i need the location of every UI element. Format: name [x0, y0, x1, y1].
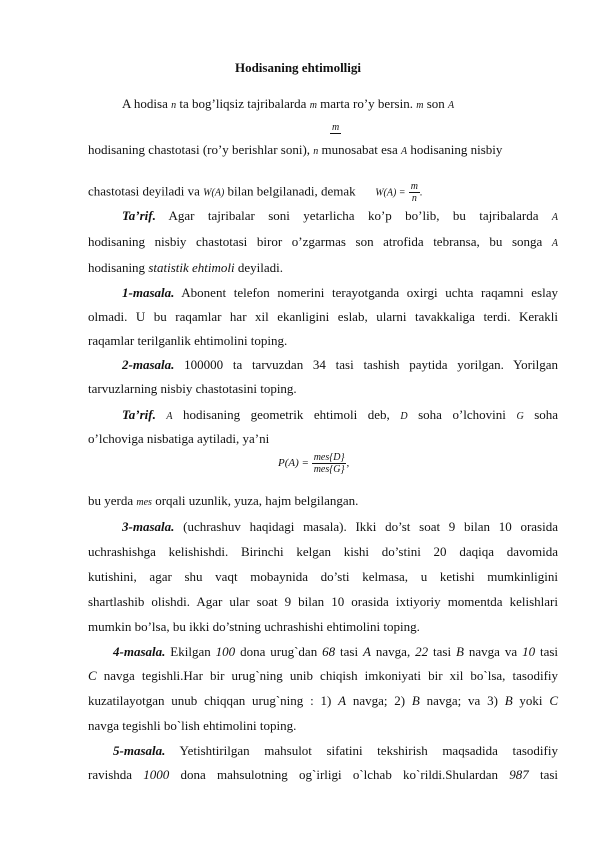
paragraph-line: kutishini, agar shu vaqt mobaynida do’sti kelmasa, u ketishi mumkinligini	[88, 569, 558, 584]
paragraph-line: o’lchoviga nisbatiga aytiladi, ya’ni	[88, 431, 270, 446]
text: navga tegishli.Har bir urug`ning unib chiqish imkoniyati bir xil bo`lsa, tasodifiy	[103, 668, 559, 683]
paragraph-line: uchrashishga kelishishdi. Birinchi kelgan kishi do’stini 20 daqiqa davomida	[88, 544, 558, 559]
paragraph-line	[88, 767, 558, 783]
paragraph-line	[113, 644, 558, 660]
text: dona urug`dan	[240, 644, 318, 659]
math-var: D	[400, 411, 408, 422]
paragraph-line	[122, 285, 558, 301]
text: bilan belgilanadi, demak	[227, 183, 356, 199]
text: tasi	[539, 767, 559, 782]
math-var: n	[171, 100, 177, 111]
math-var: m	[309, 100, 317, 111]
math-var: m	[416, 100, 424, 111]
math-var: A	[363, 644, 371, 659]
text: navga; 2)	[352, 693, 406, 708]
paragraph-line	[88, 142, 558, 160]
text: Abonent telefon nomerini terayotganda oxirgi uchta raqamni eslay	[181, 285, 558, 300]
math-var: A	[400, 146, 408, 157]
math-var: A	[448, 100, 455, 111]
math-var: A	[338, 693, 347, 708]
text: kuzatilayotgan unub chiqqan urug`ning : 1)	[88, 693, 332, 708]
text: orqali uzunlik, yuza, hajm belgilangan.	[155, 493, 359, 508]
math-var: C	[549, 693, 558, 708]
math-var: A	[551, 212, 558, 223]
fraction-denominator: mes{G}	[313, 464, 345, 475]
formula: P(A) =	[278, 457, 309, 470]
text: tasi	[340, 644, 359, 659]
text: Yetishtirilgan mahsulot sifatini tekshirish maqsadida tasodifiy	[179, 743, 558, 758]
text: soha	[534, 407, 559, 422]
problem-label: 4-masala.	[113, 644, 166, 659]
text: Ekilgan	[170, 644, 211, 659]
text: A hodisa	[122, 96, 168, 111]
text: bu yerda	[88, 493, 134, 508]
paragraph-line: shartlashib olishdi. Agar ular soat 9 bilan 10 orasida ixtiyoriy momentda kelishlari	[88, 594, 558, 609]
text: hodisaning chastotasi (ro’y berishlar soni),	[88, 142, 311, 157]
math-var: B	[411, 693, 420, 708]
paragraph-line	[88, 181, 558, 204]
paragraph-line	[88, 493, 558, 511]
paragraph-line	[122, 96, 558, 114]
paragraph-line	[88, 693, 558, 709]
text: 100000 ta tarvuzdan 34 tasi tashish paytida yorilgan. Yorilgan	[184, 357, 559, 372]
math-var: C	[88, 668, 97, 683]
paragraph-line	[88, 234, 558, 252]
text: tasi	[539, 644, 559, 659]
text: navga; va 3)	[426, 693, 498, 708]
paragraph-line	[113, 743, 558, 759]
math-var: A	[551, 238, 558, 249]
text: dona mahsulotning og`irligi o`lchab ko`rildi.Shulardan	[180, 767, 499, 782]
fraction-numerator: m	[410, 181, 419, 192]
text: (uchrashuv haqidagi masala). Ikki do’st soat 9 bilan 10 orasida	[183, 519, 558, 534]
math-var: n	[313, 146, 319, 157]
problem-label: 1-masala.	[122, 285, 175, 300]
number: 22	[415, 644, 429, 659]
paragraph-line: raqamlar terilganlik ehtimolini toping.	[88, 333, 288, 348]
math-var: A	[166, 411, 173, 422]
formula-end: ,	[346, 457, 350, 470]
fraction-numerator: m	[332, 122, 340, 133]
math-var: mes	[136, 497, 152, 508]
math-var: B	[504, 693, 513, 708]
page-title: Hodisaning ehtimolligi	[234, 60, 362, 75]
problem-label: 5-masala.	[113, 743, 166, 758]
math-var: W(A)	[203, 187, 225, 199]
text: olmadi. U bu raqamlar har xil ekanligini eslab, ularni tavakkaliga terdi. Kerakli	[88, 309, 558, 324]
text: munosabat esa	[321, 142, 398, 157]
text: Agar tajribalar soni yetarlicha ko’p bo’lib, bu tajribalarda	[168, 208, 539, 223]
paragraph-line	[122, 519, 558, 535]
math-var: B	[456, 644, 464, 659]
number: 68	[322, 644, 336, 659]
formula: W(A) =	[375, 187, 406, 199]
text: navga,	[375, 644, 411, 659]
number: 987	[509, 767, 529, 782]
text: chastotasi deyiladi va	[88, 183, 200, 199]
paragraph-line: mumkin bo’lsa, bu ikki do’stning uchrashishi ehtimolini toping.	[88, 619, 420, 634]
math-var: G	[516, 411, 524, 422]
fraction-numerator: mes{D}	[313, 452, 345, 463]
paragraph-line	[122, 407, 558, 425]
text: hodisaning nisbiy	[410, 142, 503, 157]
text: hodisaning geometrik ehtimoli deb,	[183, 407, 390, 422]
text: yoki	[519, 693, 543, 708]
text: ravishda	[88, 767, 133, 782]
number: 10	[522, 644, 536, 659]
text: tasi	[433, 644, 452, 659]
text: deyiladi.	[237, 260, 284, 275]
paragraph-line	[88, 260, 558, 276]
text: navga va	[468, 644, 518, 659]
paragraph-line	[122, 208, 558, 226]
paragraph-line	[88, 309, 558, 325]
problem-label: 2-masala.	[122, 357, 175, 372]
definition-label: Ta’rif.	[122, 407, 156, 422]
paragraph-line	[122, 357, 558, 373]
definition-label: Ta’rif.	[122, 208, 156, 223]
problem-label: 3-masala.	[122, 519, 175, 534]
formula-end: .	[420, 187, 423, 199]
text: hodisaning nisbiy chastotasi biror o’zgarmas son atrofida tebransa, bu songa	[88, 234, 543, 249]
text: marta ro’y bersin.	[320, 96, 413, 111]
paragraph-line: navga tegishli bo`lish ehtimolini toping.	[88, 718, 297, 733]
text: son	[426, 96, 445, 111]
formula-geometric-probability	[278, 452, 349, 475]
term: statistik ehtimoli	[148, 260, 235, 275]
fraction-denominator: n	[411, 193, 417, 204]
number: 100	[215, 644, 236, 659]
paragraph-line	[88, 668, 558, 684]
number: 1000	[143, 767, 170, 782]
text: hodisaning	[88, 260, 146, 275]
paragraph-line: tarvuzlarning nisbiy chastotasini toping.	[88, 381, 297, 396]
text: soha o’lchovini	[418, 407, 506, 422]
text: ta bog’liqsiz tajribalarda	[179, 96, 307, 111]
